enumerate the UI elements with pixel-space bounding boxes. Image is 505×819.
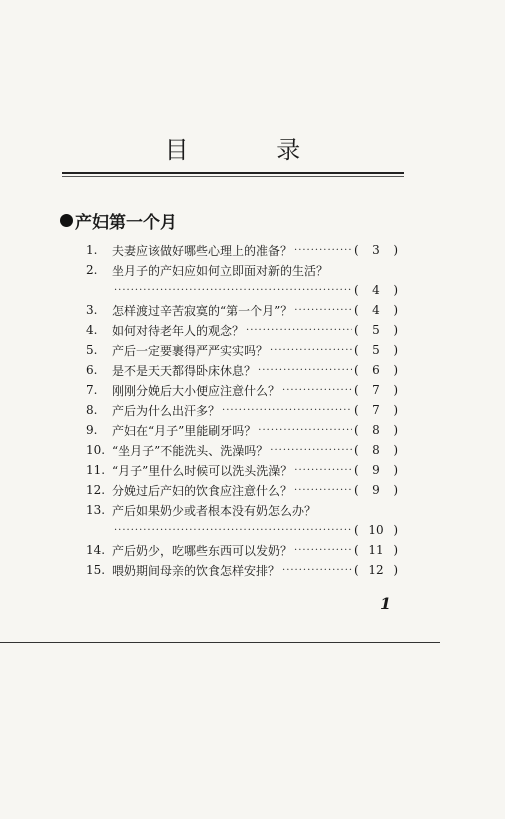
entry-text: 产后奶少，吃哪些东西可以发奶？ (112, 543, 293, 558)
entry-number: 14. (86, 543, 106, 557)
entry-page: ( 5 ) (354, 323, 398, 337)
leader-dots (294, 245, 352, 256)
entry-text: 喂奶期间母亲的饮食怎样安排？ (112, 563, 281, 578)
entry-page: ( 4 ) (354, 283, 398, 297)
leader-dots (294, 465, 352, 476)
entry-number: 7. (86, 383, 98, 397)
leader-dots (294, 485, 352, 496)
leader-dots (270, 445, 352, 456)
entry-text: 坐月子的产妇应如何立即面对新的生活？ (112, 263, 329, 278)
toc-entry[interactable] (86, 340, 398, 360)
leader-dots (246, 325, 352, 336)
leader-dots (294, 305, 352, 316)
toc-entry-continuation (86, 280, 398, 300)
title-rule (62, 172, 404, 174)
bullet-icon (60, 214, 73, 227)
toc-entry[interactable] (86, 400, 398, 420)
entry-page: ( 11 ) (354, 543, 398, 557)
leader-dots (282, 385, 352, 396)
entry-number: 9. (86, 423, 98, 437)
toc-entry-continuation (86, 520, 398, 540)
page-number: 1 (380, 594, 392, 613)
entry-text: 产妇在“月子”里能刷牙吗？ (112, 423, 257, 438)
entry-page: ( 6 ) (354, 363, 398, 377)
toc-entry[interactable] (86, 240, 398, 260)
toc-entry[interactable] (86, 440, 398, 460)
leader-dots (270, 345, 352, 356)
leader-dots (294, 545, 352, 556)
toc-entry[interactable] (86, 260, 398, 280)
section-title: 产妇第一个月 (75, 213, 177, 233)
toc-entry[interactable] (86, 320, 398, 340)
entry-text: 产后如果奶少或者根本没有奶怎么办？ (112, 503, 317, 518)
leader-dots (258, 365, 352, 376)
entry-text: 怎样渡过辛苦寂寞的“第一个月”？ (112, 303, 293, 318)
entry-number: 15. (86, 563, 106, 577)
leader-dots (222, 405, 352, 416)
entry-number: 12. (86, 483, 106, 497)
title-rule-thin (62, 176, 404, 177)
page-title: 目 录 (164, 136, 341, 164)
entry-page: ( 12 ) (354, 563, 398, 577)
entry-text: 产后一定要裹得严严实实吗？ (112, 343, 269, 358)
entry-page: ( 8 ) (354, 423, 398, 437)
entry-number: 6. (86, 363, 98, 377)
entry-text: 如何对待老年人的观念？ (112, 323, 245, 338)
entry-text: “月子”里什么时候可以洗头洗澡？ (112, 463, 293, 478)
entry-page: ( 9 ) (354, 483, 398, 497)
bottom-rule (0, 642, 440, 643)
entry-number: 5. (86, 343, 98, 357)
entry-number: 3. (86, 303, 98, 317)
entry-number: 2. (86, 263, 98, 277)
toc-entry[interactable] (86, 380, 398, 400)
entry-page: ( 10 ) (354, 523, 398, 537)
section-heading (60, 208, 177, 233)
entry-page: ( 4 ) (354, 303, 398, 317)
toc-entry[interactable] (86, 480, 398, 500)
entry-text: 产后为什么出汗多？ (112, 403, 221, 418)
entry-page: ( 3 ) (354, 243, 398, 257)
toc-entry[interactable] (86, 300, 398, 320)
entry-number: 4. (86, 323, 98, 337)
entry-text: 刚刚分娩后大小便应注意什么？ (112, 383, 281, 398)
entry-number: 1. (86, 243, 98, 257)
entry-page: ( 7 ) (354, 383, 398, 397)
entry-text: 夫妻应该做好哪些心理上的准备？ (112, 243, 293, 258)
entry-number: 8. (86, 403, 98, 417)
entry-text: 分娩过后产妇的饮食应注意什么？ (112, 483, 293, 498)
toc-entry[interactable] (86, 500, 398, 520)
leader-dots (114, 285, 352, 296)
toc-entry[interactable] (86, 420, 398, 440)
toc-entry[interactable] (86, 360, 398, 380)
entry-page: ( 5 ) (354, 343, 398, 357)
entry-text: 是不是天天都得卧床休息？ (112, 363, 257, 378)
entry-page: ( 7 ) (354, 403, 398, 417)
toc-entry[interactable] (86, 560, 398, 580)
leader-dots (258, 425, 352, 436)
leader-dots (114, 525, 352, 536)
toc-entry[interactable] (86, 540, 398, 560)
entry-text: “坐月子”不能洗头、洗澡吗？ (112, 443, 269, 458)
toc-entry[interactable] (86, 460, 398, 480)
entry-page: ( 9 ) (354, 463, 398, 477)
entry-number: 13. (86, 503, 106, 517)
leader-dots (282, 565, 352, 576)
entry-page: ( 8 ) (354, 443, 398, 457)
entry-number: 10. (86, 443, 106, 457)
entry-number: 11. (86, 463, 106, 477)
toc-list (86, 240, 398, 580)
